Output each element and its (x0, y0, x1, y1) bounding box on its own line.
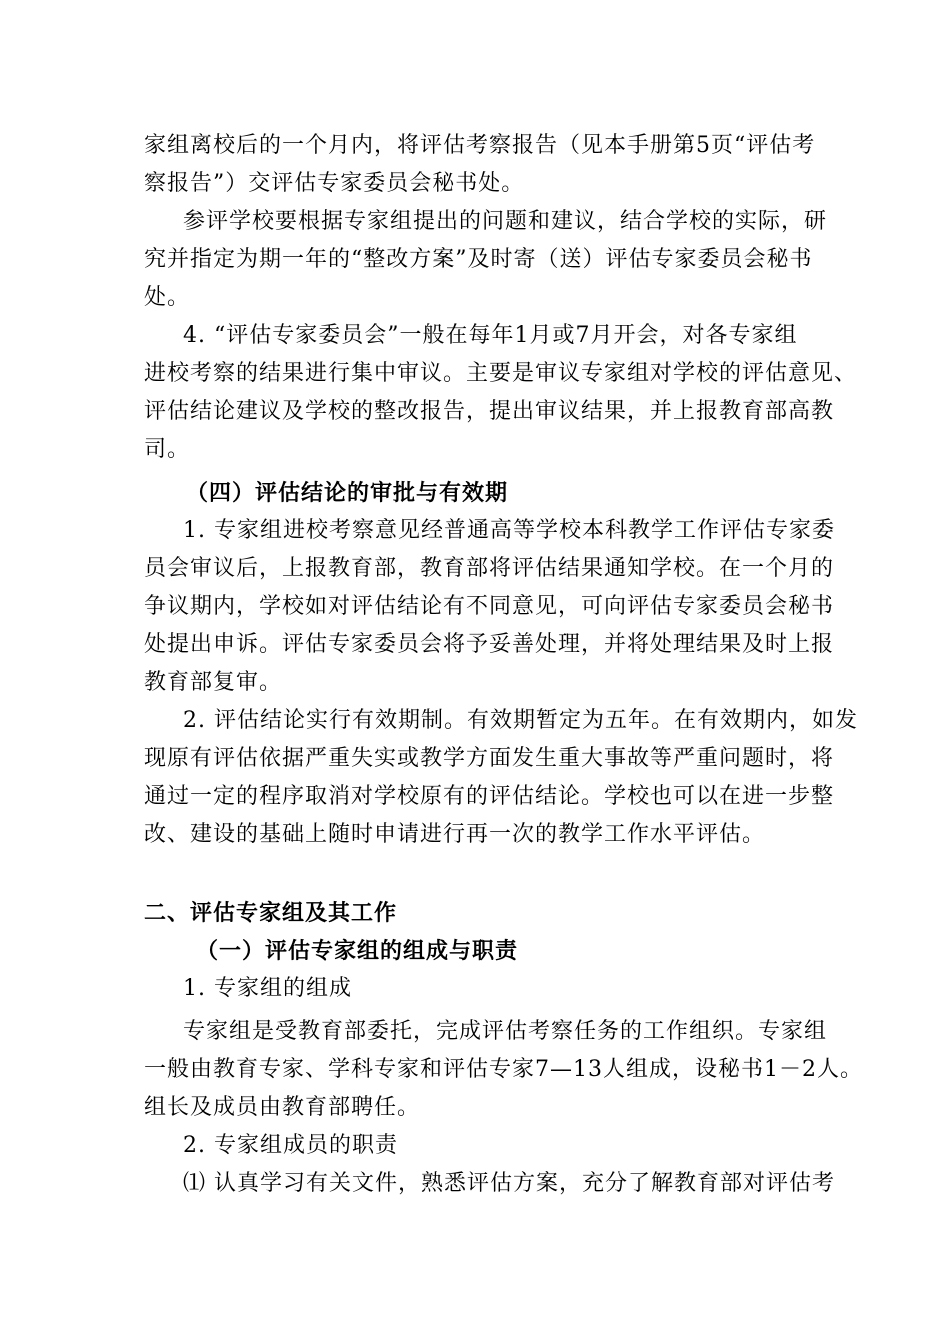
subsection-heading: 1. 专家组的组成 (183, 976, 352, 1001)
paragraph-line: 2. 评估结论实行有效期制。有效期暂定为五年。在有效期内，如发 (183, 708, 858, 733)
section-heading: （四）评估结论的审批与有效期 (186, 480, 509, 506)
paragraph-line: 家组离校后的一个月内，将评估考察报告（见本手册第5页“评估考 (144, 133, 816, 158)
paragraph-line: 教育部复审。 (144, 670, 283, 695)
paragraph-line: 司。 (144, 437, 191, 462)
paragraph-line: 进校考察的结果进行集中审议。主要是审议专家组对学校的评估意见、 (144, 361, 858, 386)
paragraph-line: 察报告”）交评估专家委员会秘书处。 (144, 171, 525, 196)
paragraph-line: 处提出申诉。评估专家委员会将予妥善处理，并将处理结果及时上报 (144, 632, 835, 657)
paragraph-line: 评估结论建议及学校的整改报告，提出审议结果，并上报教育部高教 (144, 399, 835, 424)
paragraph-line: 员会审议后，上报教育部，教育部将评估结果通知学校。在一个月的 (144, 556, 835, 581)
paragraph-line: 1. 专家组进校考察意见经普通高等学校本科教学工作评估专家委 (183, 518, 835, 543)
paragraph-line: 组长及成员由教育部聘任。 (144, 1095, 421, 1120)
section-heading: （一）评估专家组的组成与职责 (196, 938, 519, 964)
paragraph-line: 处。 (144, 285, 191, 310)
paragraph-line: 一般由教育专家、学科专家和评估专家7—13人组成，设秘书1－2人。 (144, 1057, 863, 1082)
paragraph-line: 参评学校要根据专家组提出的问题和建议，结合学校的实际，研 (183, 209, 828, 234)
paragraph-line: 通过一定的程序取消对学校原有的评估结论。学校也可以在进一步整 (144, 784, 835, 809)
chapter-heading: 二、评估专家组及其工作 (144, 900, 398, 926)
subsection-heading: 2. 专家组成员的职责 (183, 1133, 398, 1158)
paragraph-line: 现原有评估依据严重失实或教学方面发生重大事故等严重问题时，将 (144, 746, 835, 771)
paragraph-line: 专家组是受教育部委托，完成评估考察任务的工作组织。专家组 (183, 1019, 828, 1044)
paragraph-line: 4. “评估专家委员会”一般在每年1月或7月开会，对各专家组 (183, 323, 798, 348)
paragraph-line: 改、建设的基础上随时申请进行再一次的教学工作水平评估。 (144, 822, 766, 847)
paragraph-line: 争议期内，学校如对评估结论有不同意见，可向评估专家委员会秘书 (144, 594, 835, 619)
paragraph-line: 究并指定为期一年的“整改方案”及时寄（送）评估专家委员会秘书 (144, 247, 813, 272)
paragraph-line: ⑴ 认真学习有关文件，熟悉评估方案，充分了解教育部对评估考 (183, 1171, 835, 1196)
